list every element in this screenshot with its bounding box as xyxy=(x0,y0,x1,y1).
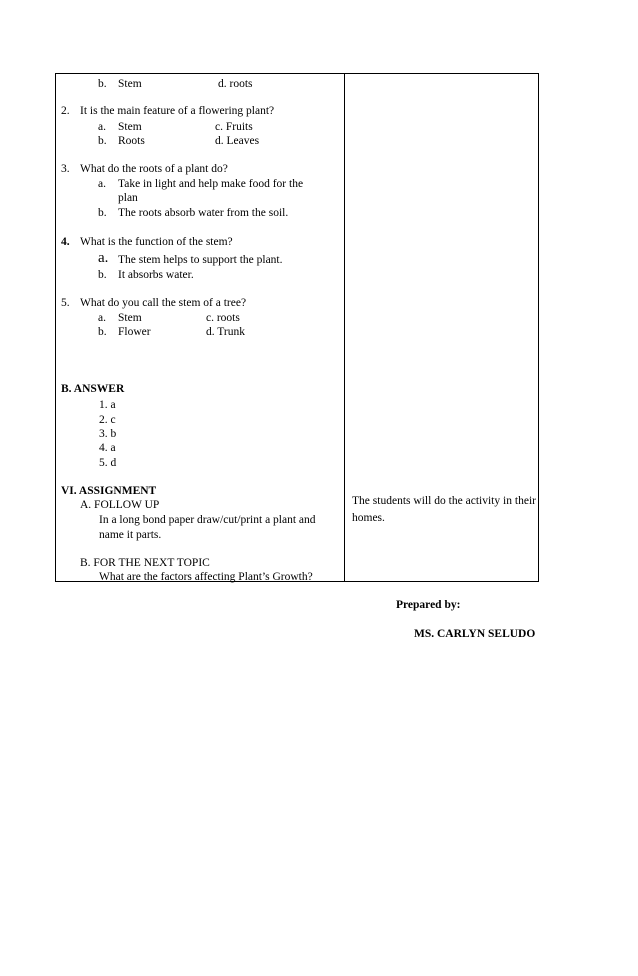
answer-heading: B. ANSWER xyxy=(61,383,125,395)
q4-b-letter: b. xyxy=(98,269,107,281)
q5-number: 5. xyxy=(61,297,70,309)
assignment-heading: VI. ASSIGNMENT xyxy=(61,485,157,497)
q5-a-text: Stem xyxy=(118,312,142,324)
follow-up-heading: A. FOLLOW UP xyxy=(80,499,160,511)
q2-number: 2. xyxy=(61,105,70,117)
q3-a-text-line1: Take in light and help make food for the xyxy=(118,178,304,190)
q1-b-text: Stem xyxy=(118,78,142,90)
q2-b-text: Roots xyxy=(118,135,145,147)
q2-b-letter: b. xyxy=(98,135,107,147)
next-topic-text: What are the factors affecting Plant’s Growth? xyxy=(99,571,313,583)
q4-a-letter: a. xyxy=(98,250,109,266)
answer-item: 2. c xyxy=(99,414,116,426)
answer-item: 1. a xyxy=(99,399,116,411)
q3-number: 3. xyxy=(61,163,70,175)
q1-b-letter: b. xyxy=(98,78,107,90)
q2-a-letter: a. xyxy=(98,121,106,133)
answer-item: 4. a xyxy=(99,442,116,454)
follow-up-text-line1: In a long bond paper draw/cut/print a plant and xyxy=(99,514,316,526)
q3-a-letter: a. xyxy=(98,178,106,190)
q5-c-text: c. roots xyxy=(206,312,240,324)
q2-c-text: c. Fruits xyxy=(215,121,253,133)
q5-b-letter: b. xyxy=(98,326,107,338)
prepared-by-label: Prepared by: xyxy=(396,599,461,611)
q1-d-text: d. roots xyxy=(218,78,253,90)
activity-note: The students will do the activity in their homes. xyxy=(352,495,536,524)
q5-question: What do you call the stem of a tree? xyxy=(80,297,247,309)
q3-a-text-line2: plan xyxy=(118,192,138,204)
teacher-name: MS. CARLYN SELUDO xyxy=(414,628,536,640)
q4-question: What is the function of the stem? xyxy=(80,236,233,248)
q4-number: 4. xyxy=(61,236,70,248)
q3-b-letter: b. xyxy=(98,207,107,219)
q5-d-text: d. Trunk xyxy=(206,326,245,338)
column-divider xyxy=(344,73,345,582)
q4-a-text: The stem helps to support the plant. xyxy=(118,254,283,266)
next-topic-heading: B. FOR THE NEXT TOPIC xyxy=(80,557,210,569)
q3-question: What do the roots of a plant do? xyxy=(80,163,228,175)
q2-a-text: Stem xyxy=(118,121,142,133)
q3-b-text: The roots absorb water from the soil. xyxy=(118,207,289,219)
q4-b-text: It absorbs water. xyxy=(118,269,194,281)
q5-a-letter: a. xyxy=(98,312,106,324)
answer-item: 5. d xyxy=(99,457,117,469)
follow-up-text-line2: name it parts. xyxy=(99,529,162,541)
q2-question: It is the main feature of a flowering plant? xyxy=(80,105,275,117)
q5-b-text: Flower xyxy=(118,326,151,338)
q2-d-text: d. Leaves xyxy=(215,135,260,147)
answer-item: 3. b xyxy=(99,428,117,440)
